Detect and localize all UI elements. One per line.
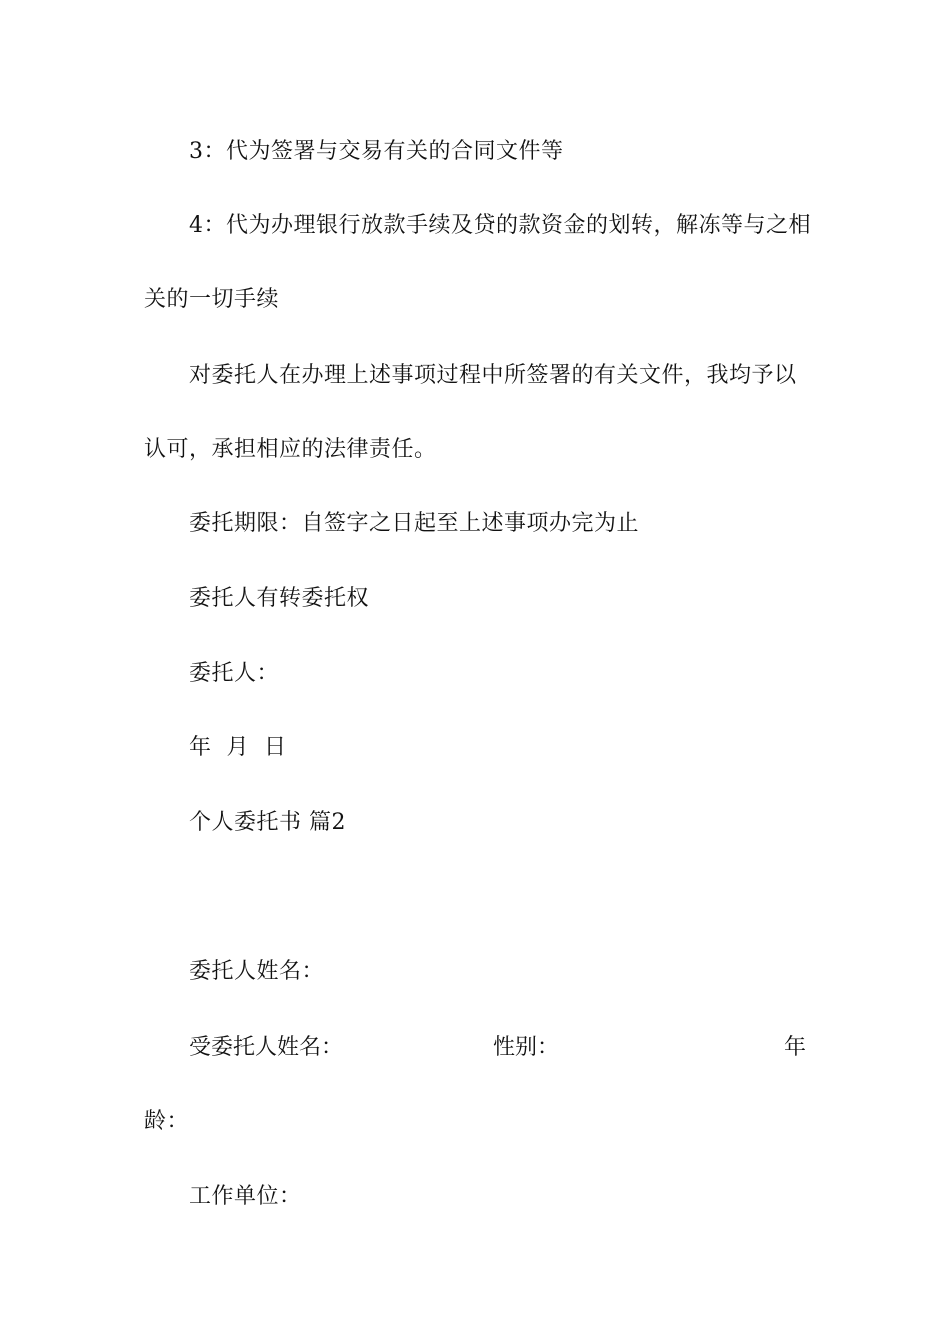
agent-name-label: 受委托人姓名： xyxy=(189,1035,344,1060)
approval-statement-line-2: 认可，承担相应的法律责任。 xyxy=(144,437,437,462)
approval-statement-line-1: 对委托人在办理上述事项过程中所签署的有关文件，我均予以 xyxy=(189,363,797,388)
clause-item-4-line-2: 关的一切手续 xyxy=(144,287,280,312)
age-label-part-2: 龄： xyxy=(144,1109,190,1134)
entrustment-term: 委托期限：自签字之日起至上述事项办完为止 xyxy=(189,511,640,536)
gender-label: 性别： xyxy=(493,1035,560,1060)
transfer-right-statement: 委托人有转委托权 xyxy=(189,586,370,611)
age-label-part-1: 年 xyxy=(784,1035,807,1060)
principal-signature-label: 委托人： xyxy=(189,661,280,686)
clause-item-4-line-1: 4：代为办理银行放款手续及贷的款资金的划转，解冻等与之相 xyxy=(189,213,811,238)
principal-name-label: 委托人姓名： xyxy=(189,959,325,984)
section-title: 个人委托书 篇2 xyxy=(189,810,346,835)
clause-item-3: 3：代为签署与交易有关的合同文件等 xyxy=(189,139,564,164)
signature-date-line: 年 月 日 xyxy=(189,735,287,760)
workplace-label: 工作单位： xyxy=(189,1184,302,1209)
